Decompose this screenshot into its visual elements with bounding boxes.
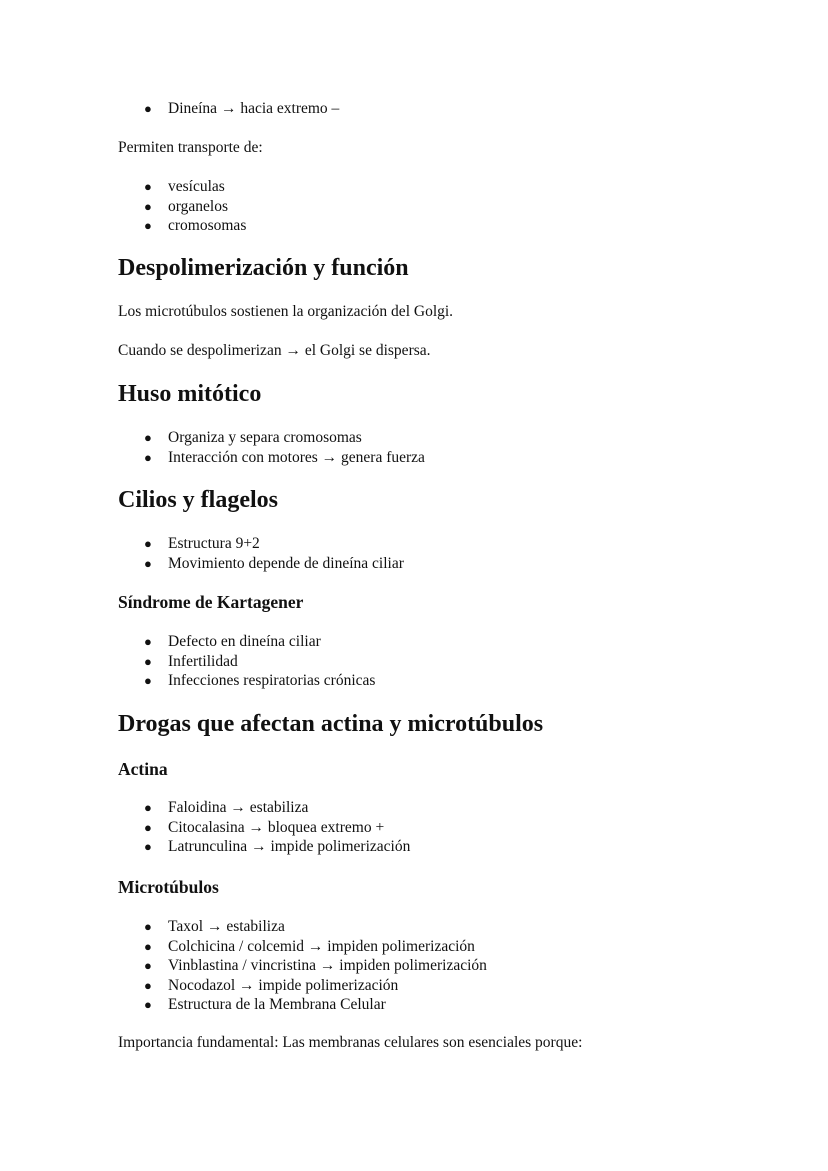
- bullet-icon: ●: [144, 179, 152, 194]
- bullet-icon: ●: [144, 198, 152, 214]
- list-item-text: Estructura 9+2: [168, 535, 260, 552]
- list-item: [0, 976, 487, 996]
- list-item: [0, 937, 487, 957]
- heading-kartagener: Síndrome de Kartagener: [118, 592, 304, 612]
- list-item: [0, 197, 246, 217]
- list-item: [0, 956, 487, 976]
- list-item: [0, 177, 246, 197]
- list-item: [0, 652, 375, 672]
- bullet-icon: ●: [144, 919, 152, 934]
- list-item: [0, 428, 425, 448]
- bullet-icon: ●: [144, 938, 152, 954]
- bullet-icon: ●: [144, 653, 152, 669]
- bullet-icon: ●: [144, 673, 152, 688]
- list-item: [0, 798, 410, 818]
- list-item: [0, 99, 339, 119]
- huso-list: [0, 428, 425, 467]
- list-item: [0, 837, 410, 857]
- closing-paragraph: Importancia fundamental: Las membranas celulares son esenciales porque:: [118, 1034, 583, 1051]
- list-item-text: Taxol → estabiliza: [168, 918, 285, 935]
- list-item: [0, 632, 375, 652]
- heading-actina: Actina: [118, 759, 168, 779]
- bullet-icon: ●: [144, 819, 152, 835]
- heading-drogas: Drogas que afectan actina y microtúbulos: [118, 711, 544, 737]
- list-item-text: Vinblastina / vincristina → impiden polimerización: [168, 957, 487, 974]
- list-item-text: vesículas: [168, 178, 225, 195]
- transport-intro: Permiten transporte de:: [118, 139, 263, 156]
- cilios-list: [0, 534, 404, 573]
- bullet-icon: ●: [144, 536, 152, 551]
- list-item-text: organelos: [168, 197, 228, 215]
- list-item-text: Faloidina → estabiliza: [168, 799, 309, 816]
- list-item-text: Infertilidad: [168, 652, 238, 670]
- heading-despolimerizacion: Despolimerización y función: [118, 255, 409, 281]
- list-item: [0, 671, 375, 691]
- list-item: [0, 448, 425, 468]
- bullet-icon: ●: [144, 449, 152, 465]
- list-item-text: Movimiento depende de dineína ciliar: [168, 554, 404, 572]
- bullet-icon: ●: [144, 958, 152, 973]
- paragraph: Los microtúbulos sostienen la organización del Golgi.: [118, 303, 454, 320]
- list-item-text: Estructura de la Membrana Celular: [168, 996, 386, 1013]
- heading-huso-mitotico: Huso mitótico: [118, 381, 262, 407]
- bullet-icon: ●: [144, 555, 152, 571]
- list-item-text: Organiza y separa cromosomas: [168, 429, 362, 446]
- heading-microtubulos: Microtúbulos: [118, 877, 219, 897]
- list-item-text: Nocodazol → impide polimerización: [168, 976, 399, 994]
- bullet-icon: ●: [144, 218, 152, 233]
- bullet-icon: ●: [144, 800, 152, 815]
- paragraph: Cuando se despolimerizan → el Golgi se dispersa.: [118, 342, 431, 359]
- list-item-text: Citocalasina → bloquea extremo +: [168, 818, 385, 836]
- list-item: [0, 995, 487, 1015]
- list-item: [0, 818, 410, 838]
- bullet-icon: ●: [144, 997, 152, 1012]
- bullet-icon: ●: [144, 634, 152, 649]
- actina-list: [0, 798, 410, 857]
- list-item: [0, 216, 246, 236]
- bullet-icon: ●: [144, 430, 152, 445]
- list-item: [0, 917, 487, 937]
- microtubulos-list: [0, 917, 487, 1015]
- list-item: [0, 554, 404, 574]
- motor-list: [0, 99, 339, 119]
- list-item-text: Dineína → hacia extremo –: [168, 100, 340, 117]
- bullet-icon: ●: [144, 839, 152, 854]
- list-item-text: Colchicina / colcemid → impiden polimerización: [168, 937, 475, 955]
- bullet-icon: ●: [144, 101, 152, 116]
- list-item-text: Interacción con motores → genera fuerza: [168, 448, 425, 466]
- bullet-icon: ●: [144, 977, 152, 993]
- list-item-text: cromosomas: [168, 217, 247, 234]
- kartagener-list: [0, 632, 375, 691]
- list-item-text: Defecto en dineína ciliar: [168, 633, 321, 650]
- heading-cilios: Cilios y flagelos: [118, 487, 278, 513]
- list-item: [0, 534, 404, 554]
- transport-list: [0, 177, 246, 236]
- list-item-text: Latrunculina → impide polimerización: [168, 838, 411, 855]
- list-item-text: Infecciones respiratorias crónicas: [168, 672, 376, 689]
